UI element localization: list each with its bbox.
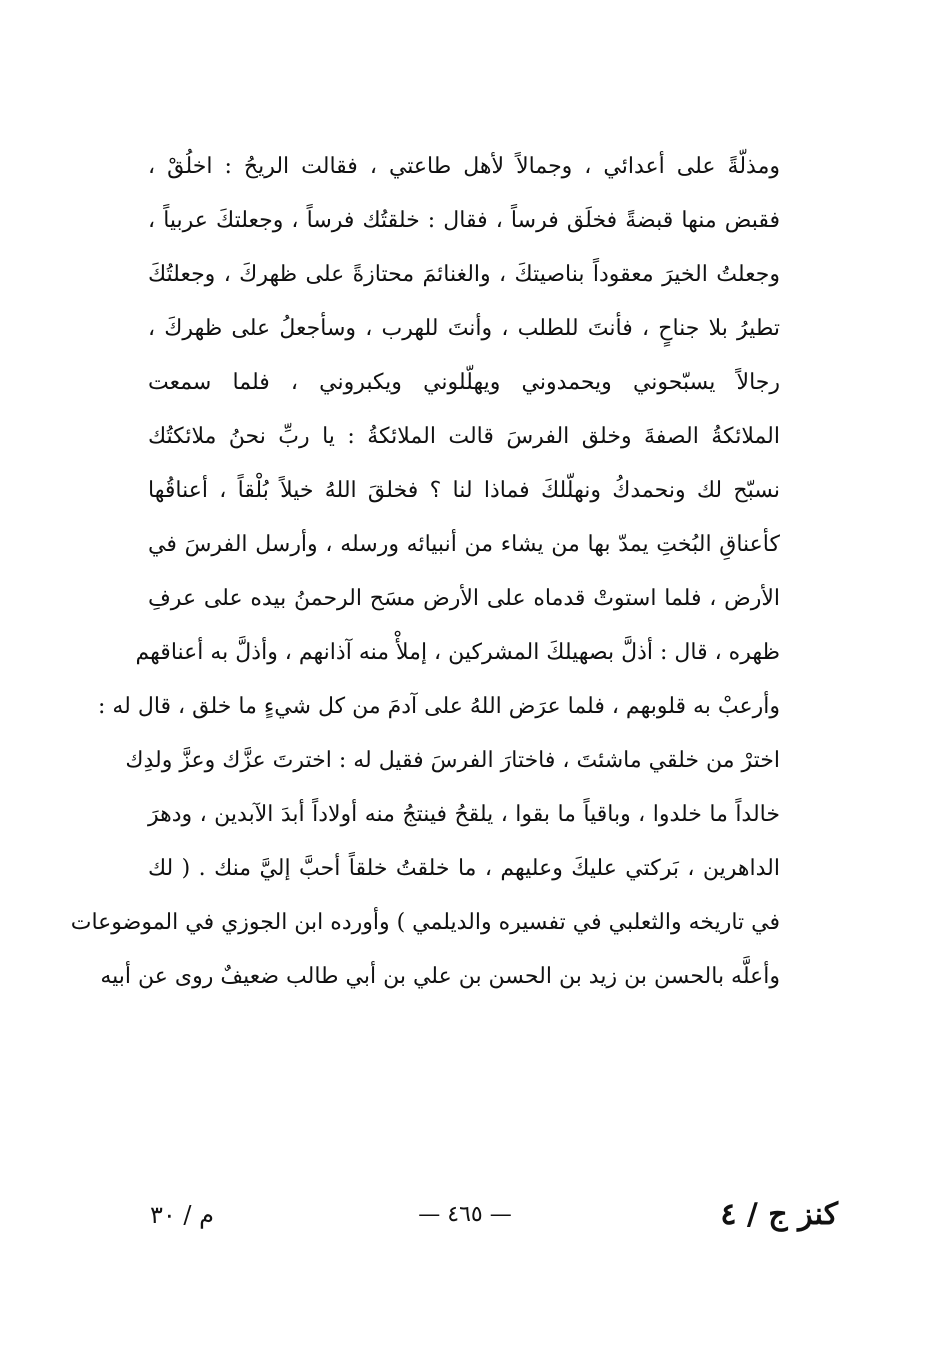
body-text [70,140,780,1004]
signature-mark: كنز ج / ٤ [720,1197,838,1232]
text-line: فقبض منها قبضةً فخلَق فرساً ، فقال : خلقتُك فرساً ، وجعلتكَ عربياً ، [148,208,780,233]
page-footer [0,1190,930,1240]
text-line: وأرعبْ به قلوبهم ، فلما عرَض اللهُ على آدمَ من كل شيءٍ ما خلق ، قال له : [97,694,780,719]
text-line: ظهره ، قال : أذلَّ بصهيلكَ المشركين ، إملأْ منه آذانهم ، وأذلَّ به أعناقهم [135,640,780,665]
text-line: ومذلّةً على أعدائي ، وجمالاً لأهل طاعتي ، فقالت الريحُ : اخلُقْ ، [148,154,780,179]
text-line: نسبّح لك ونحمدكُ ونهلّلكَ فماذا لنا ؟ فخلقَ اللهُ خيلاً بُلْقاً ، أعناقُها [148,478,780,503]
page-number: — ٤٦٥ — [418,1202,512,1227]
text-line: كأعناقِ البُختِ يمدّ بها من يشاء من أنبيائه ورسله ، وأرسل الفرسَ في [148,532,780,557]
text-line: اخترْ من خلقي ماشئتَ ، فاختارَ الفرسَ فقيل له : اخترتَ عزَّك وعزَّ ولدِك [125,748,780,773]
text-line: الداهرين ، بَركتي عليكَ وعليهم ، ما خلقتُ خلقاً أحبَّ إليَّ منك . ( لك [148,856,780,881]
text-line: الأرض ، فلما استوتْ قدماه على الأرض مسَح الرحمنُ بيده على عرفِ [148,586,780,611]
text-line: في تاريخه والثعلبي في تفسيره والديلمي ) وأورده ابن الجوزي في الموضوعات [70,910,780,935]
text-line: خالداً ما خلدوا ، وباقياً ما بقوا ، يلقحُ فينتجُ منه أولاداً أبدَ الآبدين ، ودهرَ [148,802,780,827]
text-line: رجالاً يسبّحوني ويحمدوني ويهلّلوني ويكبروني ، فلما سمعت [148,370,780,395]
text-line: وجعلتُ الخيرَ معقوداً بناصيتكَ ، والغنائمَ محتازةً على ظهركَ ، وجعلتُكَ [148,262,780,287]
text-line: الملائكةُ الصفةَ وخلق الفرسَ قالت الملائكةُ : يا ربِّ نحنُ ملائكتُك [148,424,780,449]
section-marker: م / ٣٠ [150,1201,214,1229]
text-line: وأعلَّه بالحسن بن زيد بن الحسن بن علي بن أبي طالب ضعيفٌ روى عن أبيه [100,964,780,989]
text-line: تطيرُ بلا جناحٍ ، فأنتَ للطلب ، وأنتَ للهرب ، وسأجعلُ على ظهركَ ، [148,316,780,341]
